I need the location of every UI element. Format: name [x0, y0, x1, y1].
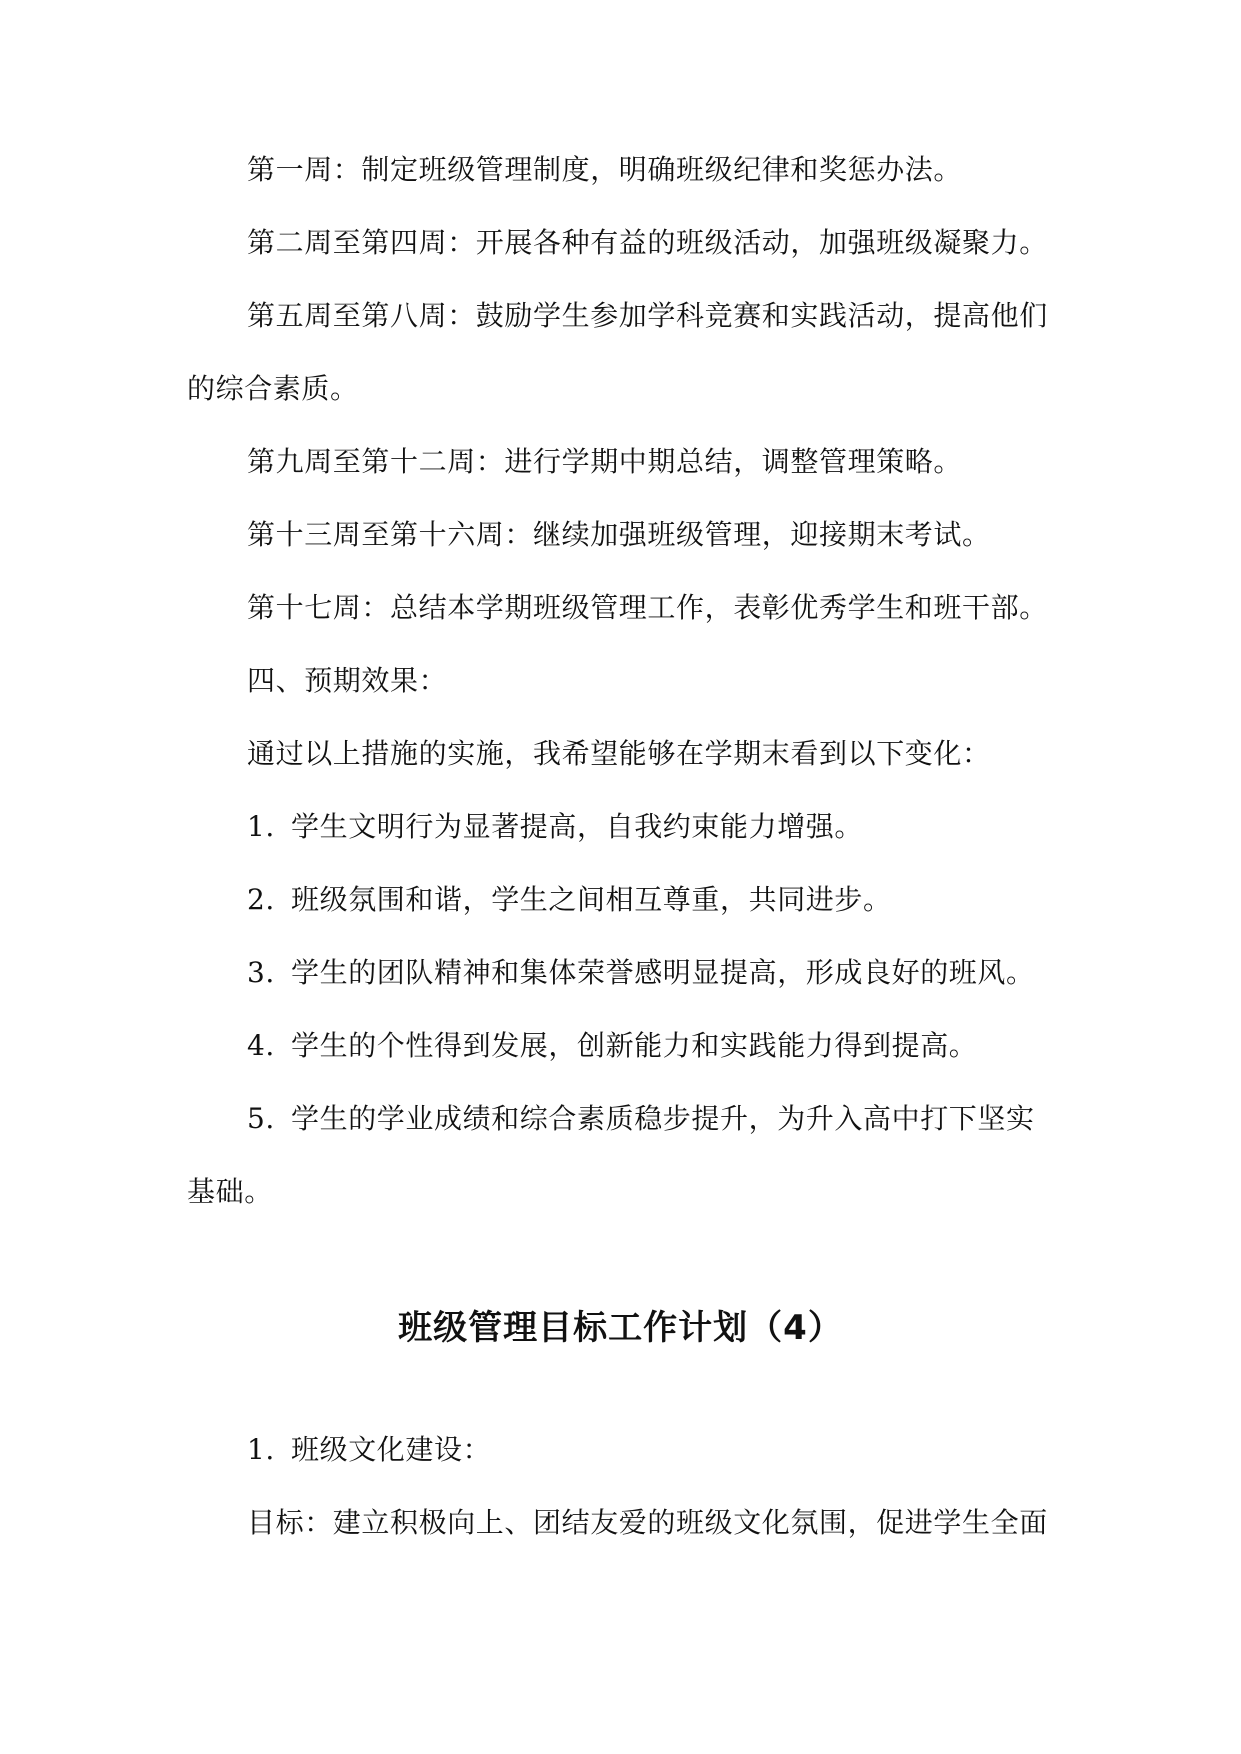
- list-item: [247, 953, 1035, 993]
- week5-8-continuation: 的综合素质。: [187, 372, 359, 405]
- list-item-number: 1.: [247, 1433, 275, 1466]
- list-item-text: 班级文化建设：: [291, 1433, 492, 1466]
- week1-line: 第一周：制定班级管理制度，明确班级纪律和奖惩办法。: [247, 153, 963, 186]
- list-item: [247, 807, 863, 847]
- week17-line: 第十七周：总结本学期班级管理工作，表彰优秀学生和班干部。: [247, 591, 1048, 624]
- expected-results-intro: 通过以上措施的实施，我希望能够在学期末看到以下变化：: [247, 737, 991, 770]
- list-item-text: 学生的个性得到发展，创新能力和实践能力得到提高。: [291, 1029, 978, 1062]
- list-item: [247, 1026, 977, 1066]
- goal-line: 目标：建立积极向上、团结友爱的班级文化氛围，促进学生全面: [247, 1506, 1048, 1539]
- week9-12-line: 第九周至第十二周：进行学期中期总结，调整管理策略。: [247, 445, 963, 478]
- list-item-text: 班级氛围和谐，学生之间相互尊重，共同进步。: [291, 883, 892, 916]
- list-item-text: 学生文明行为显著提高，自我约束能力增强。: [291, 810, 864, 843]
- week13-16-line: 第十三周至第十六周：继续加强班级管理，迎接期末考试。: [247, 518, 991, 551]
- week5-8-line: 第五周至第八周：鼓励学生参加学科竞赛和实践活动，提高他们: [247, 299, 1048, 332]
- list-item-number: 1.: [247, 810, 275, 843]
- list-item-number: 2.: [247, 883, 275, 916]
- list-item-text: 学生的学业成绩和综合素质稳步提升，为升入高中打下坚实: [291, 1102, 1035, 1135]
- list-item: [247, 1099, 1035, 1139]
- page-title: 班级管理目标工作计划（4）: [398, 1308, 843, 1348]
- list-item-continuation: 基础。: [187, 1175, 273, 1208]
- list-item: [247, 1430, 491, 1470]
- week2-4-line: 第二周至第四周：开展各种有益的班级活动，加强班级凝聚力。: [247, 226, 1048, 259]
- list-item-number: 3.: [247, 956, 275, 989]
- section-heading-expected-results: 四、预期效果：: [247, 664, 448, 697]
- list-item-number: 4.: [247, 1029, 275, 1062]
- list-item-number: 5.: [247, 1102, 275, 1135]
- list-item-text: 学生的团队精神和集体荣誉感明显提高，形成良好的班风。: [291, 956, 1035, 989]
- list-item: [247, 880, 892, 920]
